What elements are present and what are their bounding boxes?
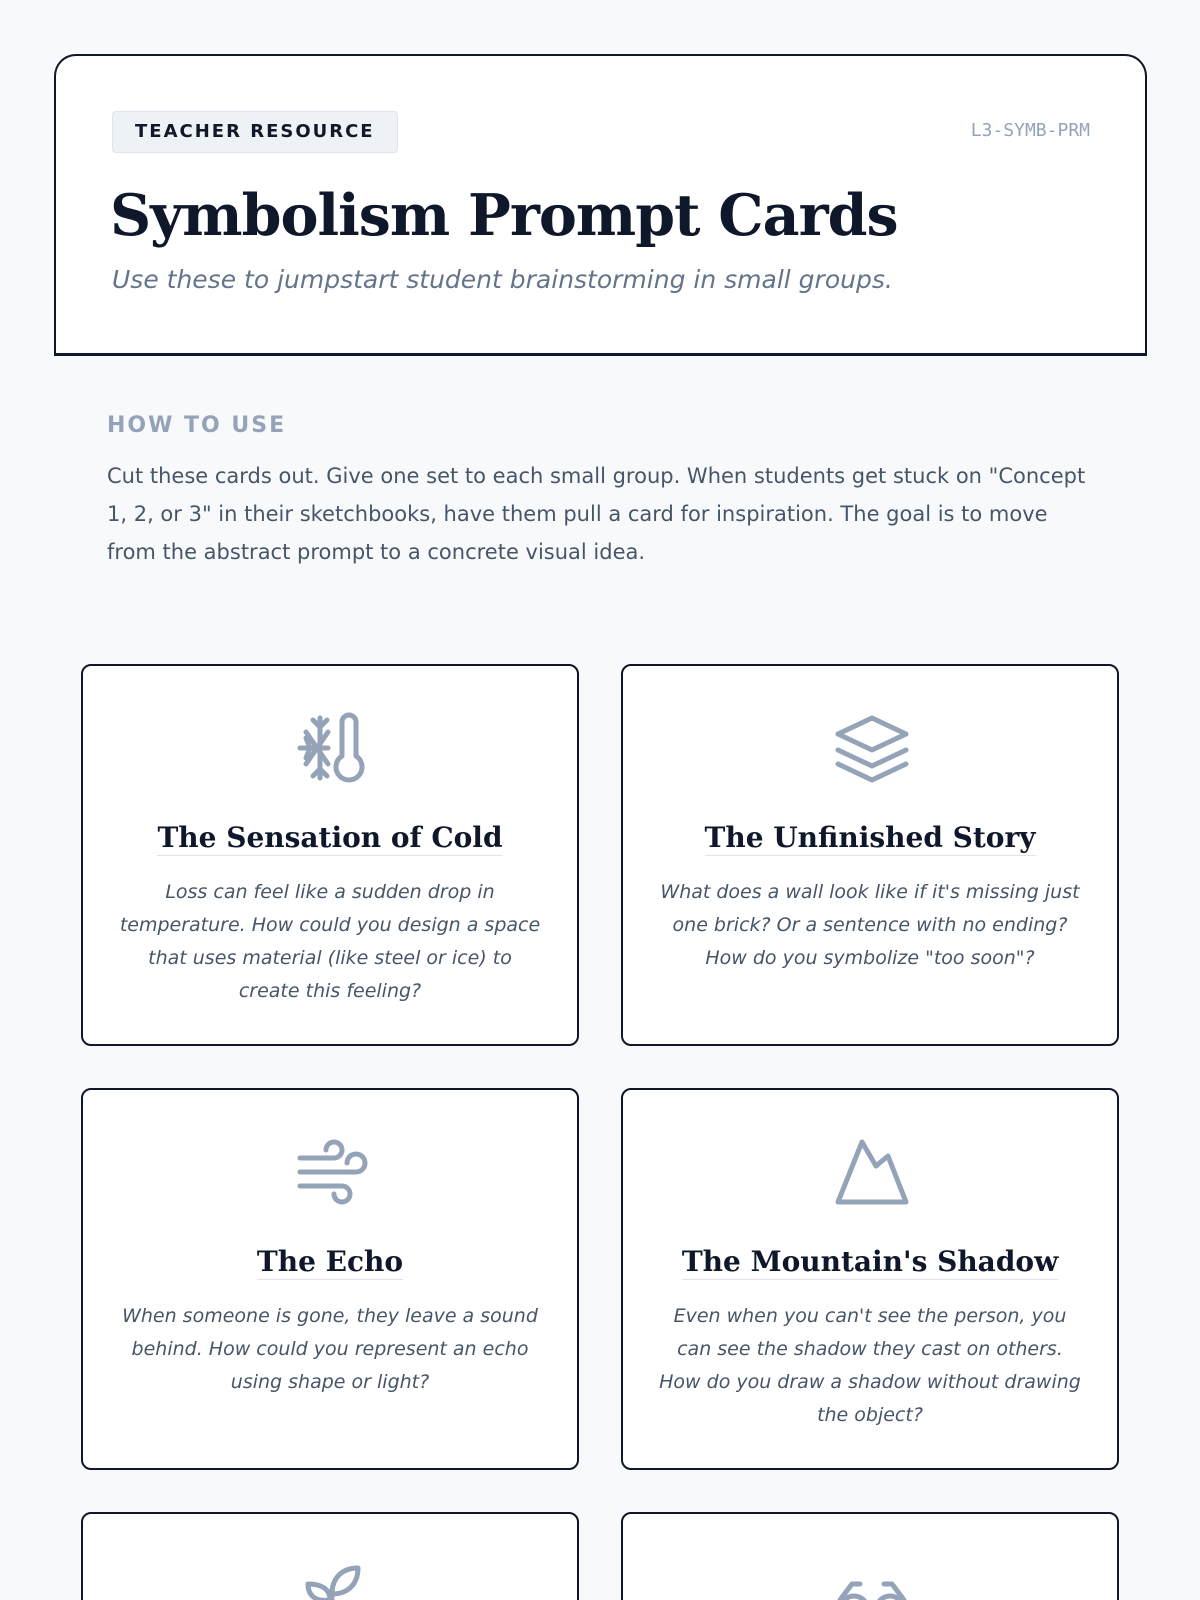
prompt-card <box>81 664 579 1046</box>
card-prompt: When someone is gone, they leave a sound behind. How could you represent an echo using shape or light? <box>122 1305 538 1393</box>
card-title: The Mountain's Shadow <box>681 1245 1059 1278</box>
mountain-icon <box>832 1132 912 1212</box>
prompt-card <box>621 664 1119 1046</box>
page-subtitle: Use these to jumpstart student brainstorming in small groups. <box>112 265 893 294</box>
prompt-card <box>621 1088 1119 1470</box>
header-card <box>54 54 1147 356</box>
prompt-card <box>81 1512 579 1600</box>
wind-icon <box>292 1132 372 1212</box>
how-to-use-heading: HOW TO USE <box>107 413 287 438</box>
how-to-use-body: Cut these cards out. Give one set to each small group. When students get stuck on "Concept 1, 2, or 3" in their sketchbooks, have them pull a card for inspiration. The goal is to move from the abstract prompt to a concrete visual idea. <box>107 464 1086 564</box>
card-prompt: Even when you can't see the person, you can see the shadow they cast on others. How do you draw a shadow without drawing the object? <box>659 1305 1081 1426</box>
resource-badge: TEACHER RESOURCE <box>112 111 398 153</box>
card-title: The Echo <box>256 1245 404 1278</box>
prompt-card <box>621 1512 1119 1600</box>
page-title: Symbolism Prompt Cards <box>110 182 898 249</box>
thermometer-snowflake-icon <box>292 708 372 788</box>
card-prompt: Loss can feel like a sudden drop in temperature. How could you design a space that uses material (like steel or ice) to create this feeling? <box>119 881 541 1002</box>
layers-icon <box>832 708 912 788</box>
prompt-card <box>81 1088 579 1470</box>
glasses-icon <box>832 1556 912 1600</box>
card-title: The Sensation of Cold <box>157 821 503 854</box>
resource-code: L3-SYMB-PRM <box>970 120 1090 141</box>
card-prompt: What does a wall look like if it's missing just one brick? Or a sentence with no ending? How do you symbolize "too soon"? <box>660 881 1080 969</box>
card-title: The Unfinished Story <box>704 821 1036 854</box>
sprout-icon <box>292 1556 372 1600</box>
